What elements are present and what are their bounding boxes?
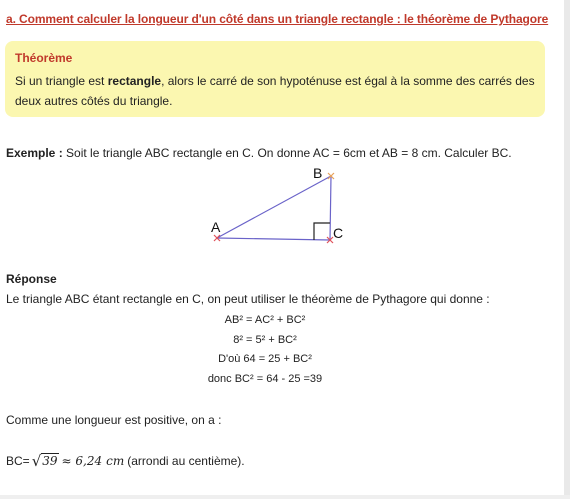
- sqrt-radicand: 39: [42, 454, 58, 468]
- result-suffix: (arrondi au centième).: [127, 453, 245, 468]
- side-ac: [217, 238, 330, 240]
- theorem-text-before: Si un triangle est: [15, 74, 108, 88]
- theorem-text: [15, 71, 535, 111]
- bottom-divider: [0, 495, 570, 499]
- section-title[interactable]: a. Comment calculer la longueur d'un côté dans un triangle rectangle : le théorème de Pythagore: [6, 12, 549, 26]
- result-line: [6, 453, 245, 468]
- example-text: Soit le triangle ABC rectangle en C. On donne AC = 6cm et AB = 8 cm. Calculer BC.: [62, 146, 512, 160]
- theorem-box: [5, 41, 545, 117]
- triangle-figure: [205, 162, 355, 247]
- equation-4: donc BC² = 64 - 25 =39: [207, 373, 323, 385]
- result-approx: ≈ 6,24: [61, 453, 103, 468]
- label-a: A: [211, 219, 221, 235]
- sqrt-icon: √: [31, 452, 42, 470]
- example-statement: [6, 146, 512, 160]
- result-unit: cm: [106, 453, 125, 468]
- example-label: Exemple :: [6, 146, 63, 160]
- sqrt-expression: [32, 453, 59, 468]
- equation-3: D'où 64 = 25 + BC²: [218, 353, 312, 365]
- side-bc: [330, 176, 331, 240]
- theorem-text-after: , alors le carré de son hypoténuse est égal à la somme des carrés des deux autres côtés du triangle.: [15, 74, 535, 108]
- scrollbar-track[interactable]: [564, 0, 570, 499]
- theorem-title: Théorème: [15, 51, 73, 65]
- equation-1: AB² = AC² + BC²: [224, 314, 306, 326]
- label-b: B: [313, 165, 323, 181]
- equation-2: 8² = 5² + BC²: [233, 334, 297, 346]
- theorem-text-bold: rectangle: [107, 74, 162, 88]
- label-c: C: [333, 225, 344, 241]
- positive-statement: Comme une longueur est positive, on a :: [6, 413, 222, 427]
- result-prefix: BC=: [6, 453, 30, 468]
- reponse-intro: Le triangle ABC étant rectangle en C, on peut utiliser le théorème de Pythagore qui donne :: [6, 292, 490, 306]
- reponse-title: Réponse: [6, 272, 57, 286]
